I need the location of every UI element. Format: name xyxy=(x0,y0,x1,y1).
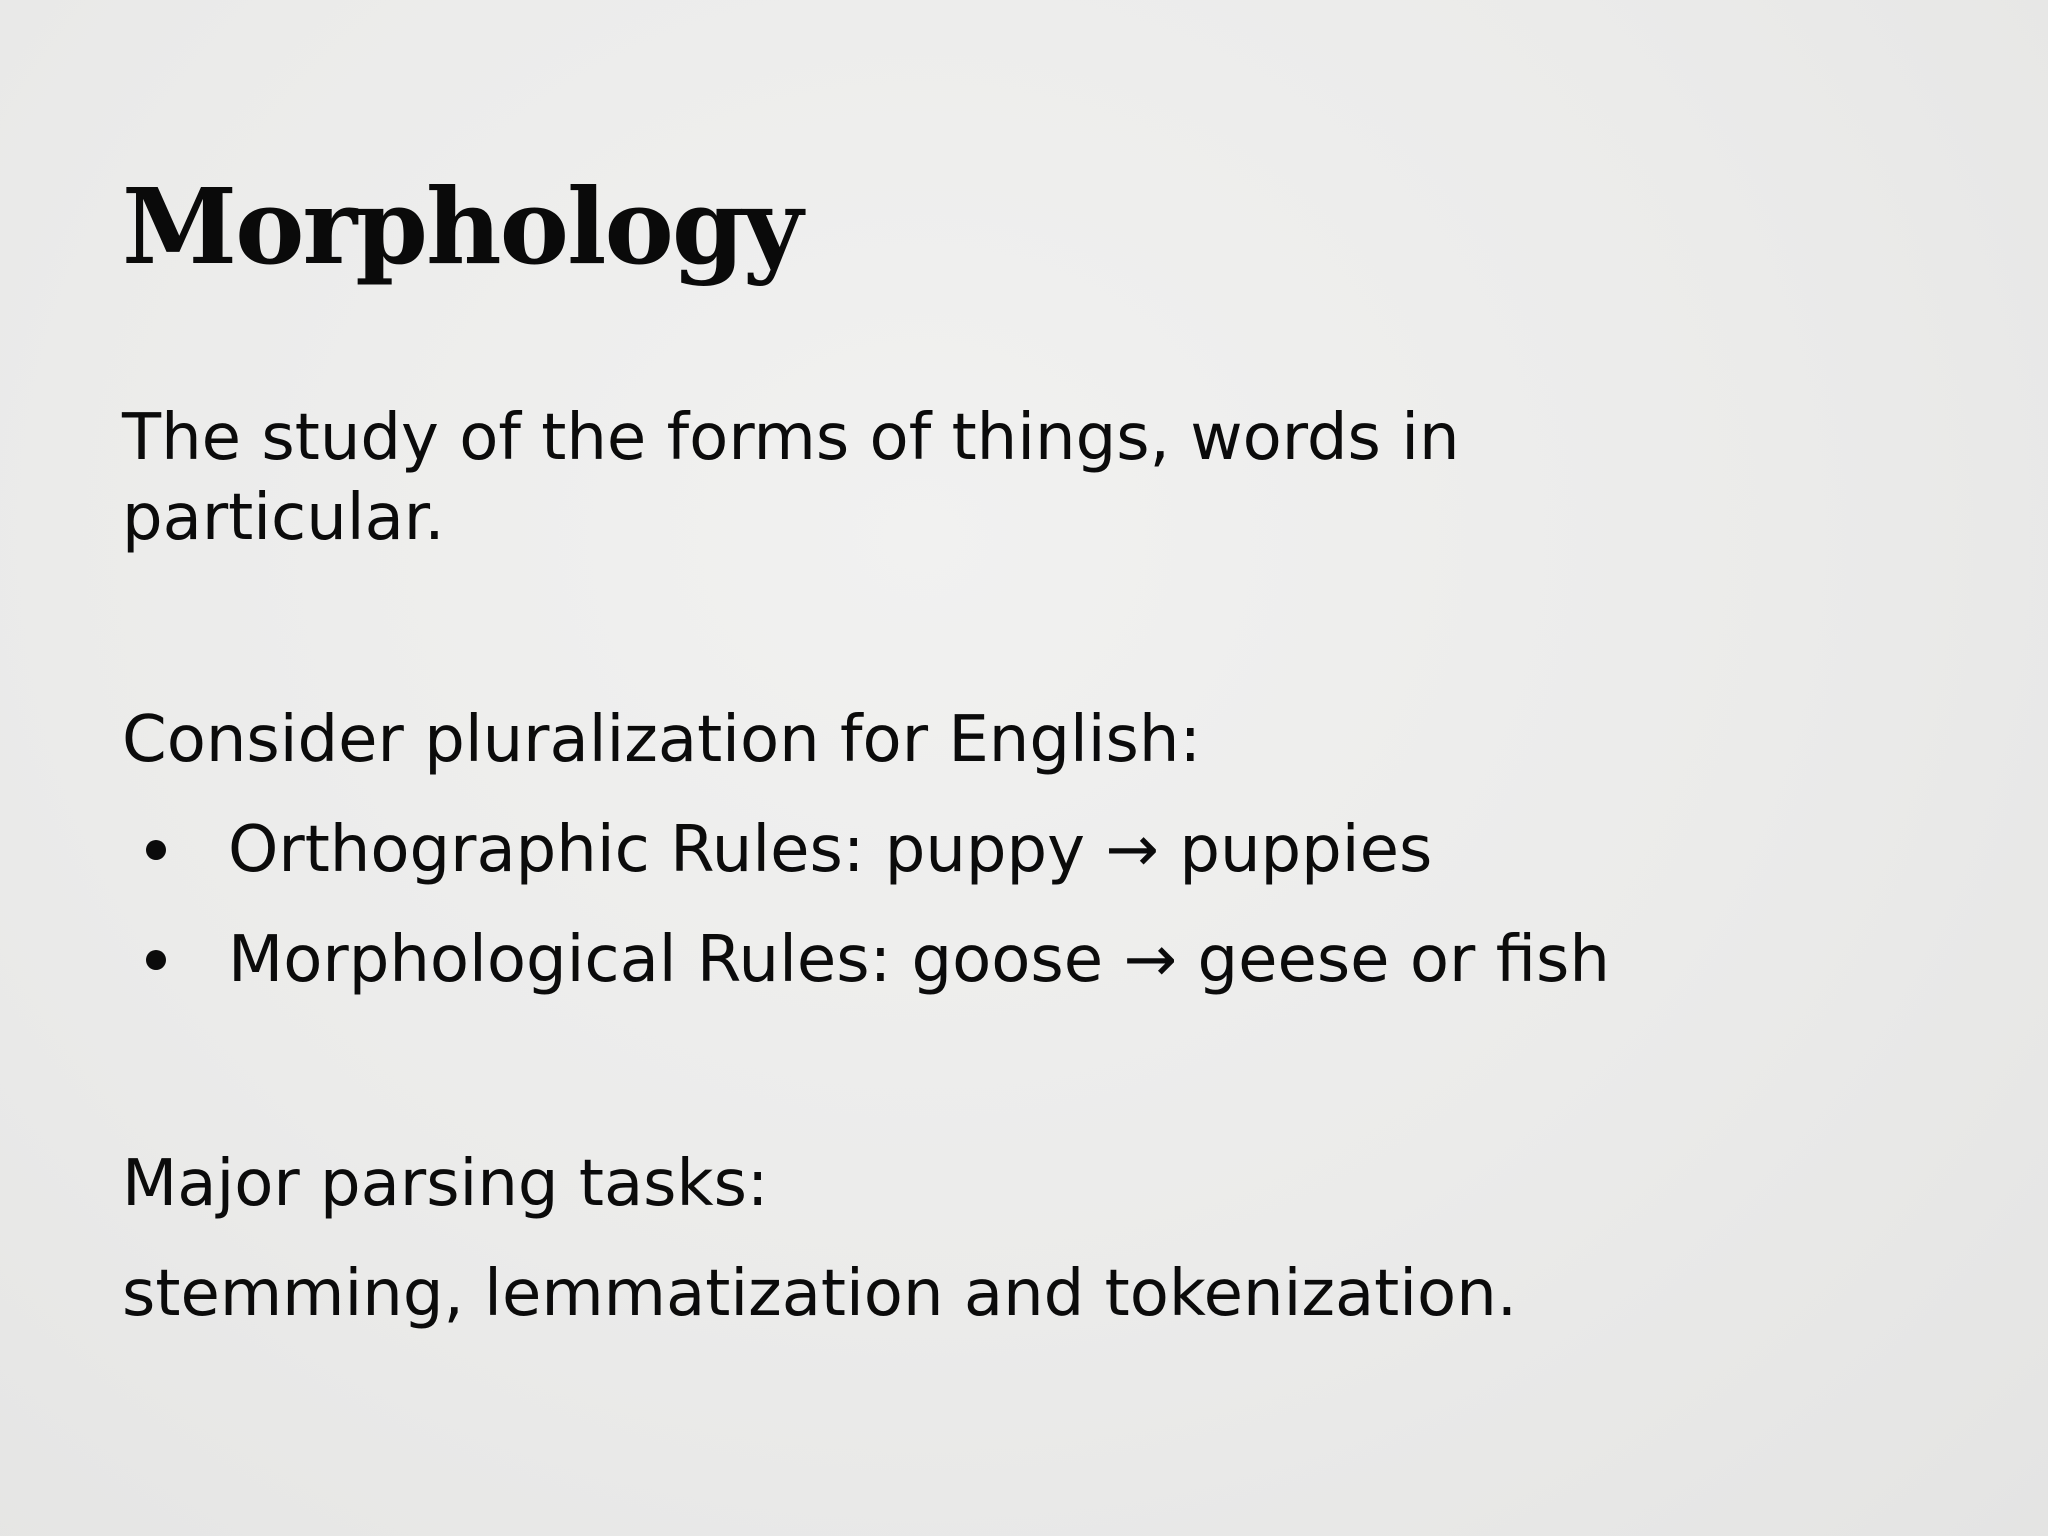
tasks-heading: Major parsing tasks: xyxy=(122,1147,769,1221)
bullet-dot-icon xyxy=(146,840,166,860)
bullet-item-morphological xyxy=(122,920,1610,1000)
slide-title: Morphology xyxy=(122,165,802,288)
pluralization-bullet-list xyxy=(122,810,1610,1030)
tasks-list-text: stemming, lemmatization and tokenization. xyxy=(122,1257,1518,1331)
bullet-dot-icon xyxy=(146,950,166,970)
definition-text: The study of the forms of things, words in particular. xyxy=(122,401,1460,555)
pluralization-intro: Consider pluralization for English: xyxy=(122,703,1201,777)
bullet-item-orthographic xyxy=(122,810,1610,890)
bullet-text-orthographic: Orthographic Rules: puppy → puppies xyxy=(228,813,1433,887)
bullet-text-morphological: Morphological Rules: goose → geese or fish xyxy=(228,923,1610,997)
